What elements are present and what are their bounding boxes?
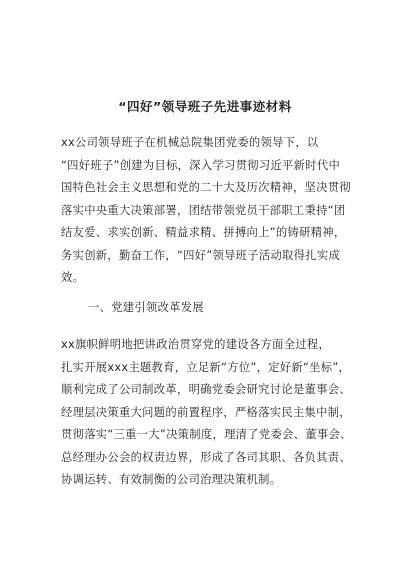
paragraph-line: 贯彻落实“三重一大”决策制度，理清了党委会、董事会、 <box>61 428 352 441</box>
paragraph-line: 效。 <box>61 271 85 284</box>
paragraph-line: 协调运转、有效制衡的公司治理决策机制。 <box>61 473 282 486</box>
paragraph-line: 务实创新，勤奋工作，“四好”领导班子活动取得扎实成 <box>61 248 341 262</box>
paragraph-line: 经理层决策重大问题的前置程序，严格落实民主集中制， <box>61 405 351 419</box>
paragraph-line: 扎实开展xxx主题教育，立足新“方位”，定好新“坐标”， <box>61 360 351 374</box>
intro-paragraph <box>61 132 361 290</box>
paragraph-line: 落实中央重大决策部署，团结带领党员干部职工秉持“团 <box>61 203 346 217</box>
section-heading: 一、党建引领改革发展 <box>88 301 204 314</box>
paragraph-line: 总经理办公会的权责边界，形成了各司其职、各负其责、 <box>61 450 351 464</box>
paragraph-line: 结友爱、求实创新、精益求精、拼搏向上”的铸研精神， <box>61 226 346 239</box>
document-title: “四好”领导班子先进事迹材料 <box>118 99 292 114</box>
section-paragraph <box>61 334 361 492</box>
paragraph-line: “四好班子”创建为目标，深入学习贯彻习近平新时代中 <box>61 158 341 172</box>
paragraph-line: xx旗帜鲜明地把讲政治贯穿党的建设各方面全过程， <box>61 338 331 351</box>
paragraph-line: xx公司领导班子在机械总院集团党委的领导下，以 <box>61 136 319 149</box>
paragraph-line: 顺利完成了公司制改革，明确党委会研究讨论是董事会、 <box>61 383 351 396</box>
paragraph-line: 国特色社会主义思想和党的二十大及历次精神，坚决贯彻 <box>61 181 351 194</box>
